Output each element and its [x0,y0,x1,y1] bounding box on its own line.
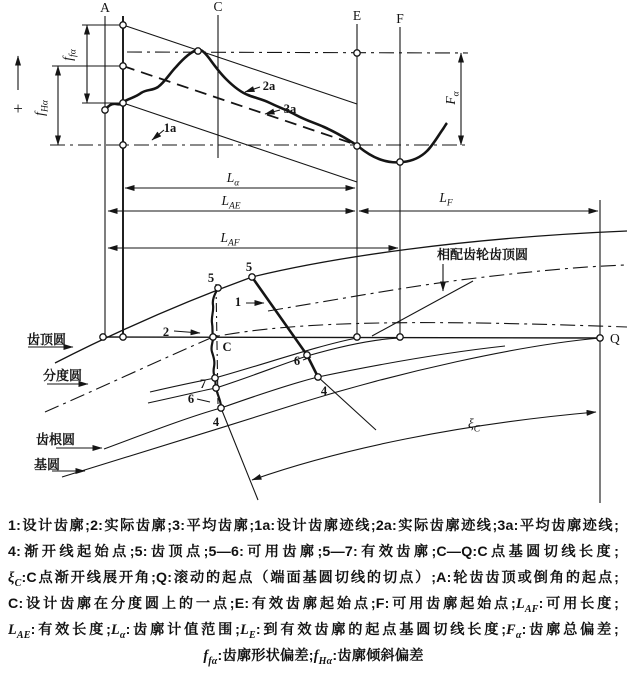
label-point-C: C [222,340,232,354]
plus-sign: + [13,99,23,118]
label-E: E [352,8,362,23]
label-point-6-left: 6 [187,392,195,406]
label-point-5-right: 5 [245,260,253,274]
label-C: C [213,0,223,14]
dim-xiC [252,412,596,480]
label-base-circle: 基圆 [34,457,61,472]
label-reference-circle: 分度圆 [43,368,83,383]
legend-line-4: C:设计齿廓在分度圆上的一点;E:有效齿廓起始点;F:可用齿廓起始点$;L_{AF}$:可用长度; [8,596,619,615]
label-root-circle: 齿根圆 [36,432,76,447]
label-LAF: $L_{AF}$ [220,230,240,249]
label-Fa: $F_\alpha$ [443,91,462,105]
label-point-1: 1 [234,295,242,309]
construction-lines [45,15,627,503]
label-point-7: 7 [199,377,207,391]
leader-2a [245,87,260,92]
label-tip-circle: 齿顶圆 [27,332,67,347]
legend-text [8,513,619,669]
label-ffa: $f_{f\alpha}$ [60,49,79,61]
arc-usable-profile-circle [148,338,400,403]
label-LF: $L_F$ [439,190,453,209]
legend-line-5: $L_{AE}$:有效长度$;L_\alpha$:齿廓计值范围$;L_E$:到有效齿廓的起点基圆切线长度$;F_\alpha$:齿廓总偏差; [8,622,619,641]
label-xiC: $\xi_C$ [468,416,481,435]
label-1a: 1a [163,121,177,135]
label-2a: 2a [262,79,276,93]
label-point-4-left: 4 [212,415,220,429]
label-Q: Q [610,331,620,346]
label-mating-tip-circle: 相配齿轮齿顶圆 [437,247,529,262]
label-F: F [396,11,404,26]
point-markers [100,22,603,411]
arc-root-circle [104,346,505,449]
arc-reference-circle [45,323,627,412]
leader-3a [265,110,280,114]
label-point-6-right: 6 [293,354,301,368]
legend-line-1: 1:设计齿廓;2:实际齿廓;3:平均齿廓;1a:设计齿廓迹线;2a:实际齿廓迹线;3a:平均齿廓迹线; [8,518,619,534]
leader-point-6-left [197,399,210,402]
legend-line-2: 4:渐开线起始点;5:齿顶点;5—6:可用齿廓;5—7:有效齿廓;C—Q:C点基圆切线长度; [8,544,619,560]
label-point-2: 2 [162,325,170,339]
leader-1a [152,130,164,140]
line-band-lower [123,103,357,182]
arc-tip-circle [55,231,627,363]
label-point-4-right: 4 [320,384,328,398]
label-3a: 3a [283,102,297,116]
leader-point-2 [174,331,200,333]
line-mating-aux [372,281,473,336]
arc-mating-tip-circle [268,265,627,311]
line-3a-mean-trace [123,66,357,145]
label-point-5-left: 5 [207,271,215,285]
legend-line-6: $f_{f\alpha}$:齿廓形状偏差$;f_{H\alpha}$:齿廓倾斜偏差 [203,648,424,667]
label-fha: $f_{H\alpha}$ [32,100,51,116]
label-La: $L_\alpha$ [226,170,240,189]
label-LAE: $L_{AE}$ [221,193,241,212]
legend-line-3: $\xi_C:C$点渐开线展开角;Q:滚动的起点（端面基圆切线的切点）;A:轮齿齿顶或倒角的起点; [8,570,619,589]
figure-labels [13,0,620,472]
line-roll-CQ [101,337,600,338]
line-Fa-upper-dashdot [127,52,468,53]
label-A: A [100,0,110,15]
